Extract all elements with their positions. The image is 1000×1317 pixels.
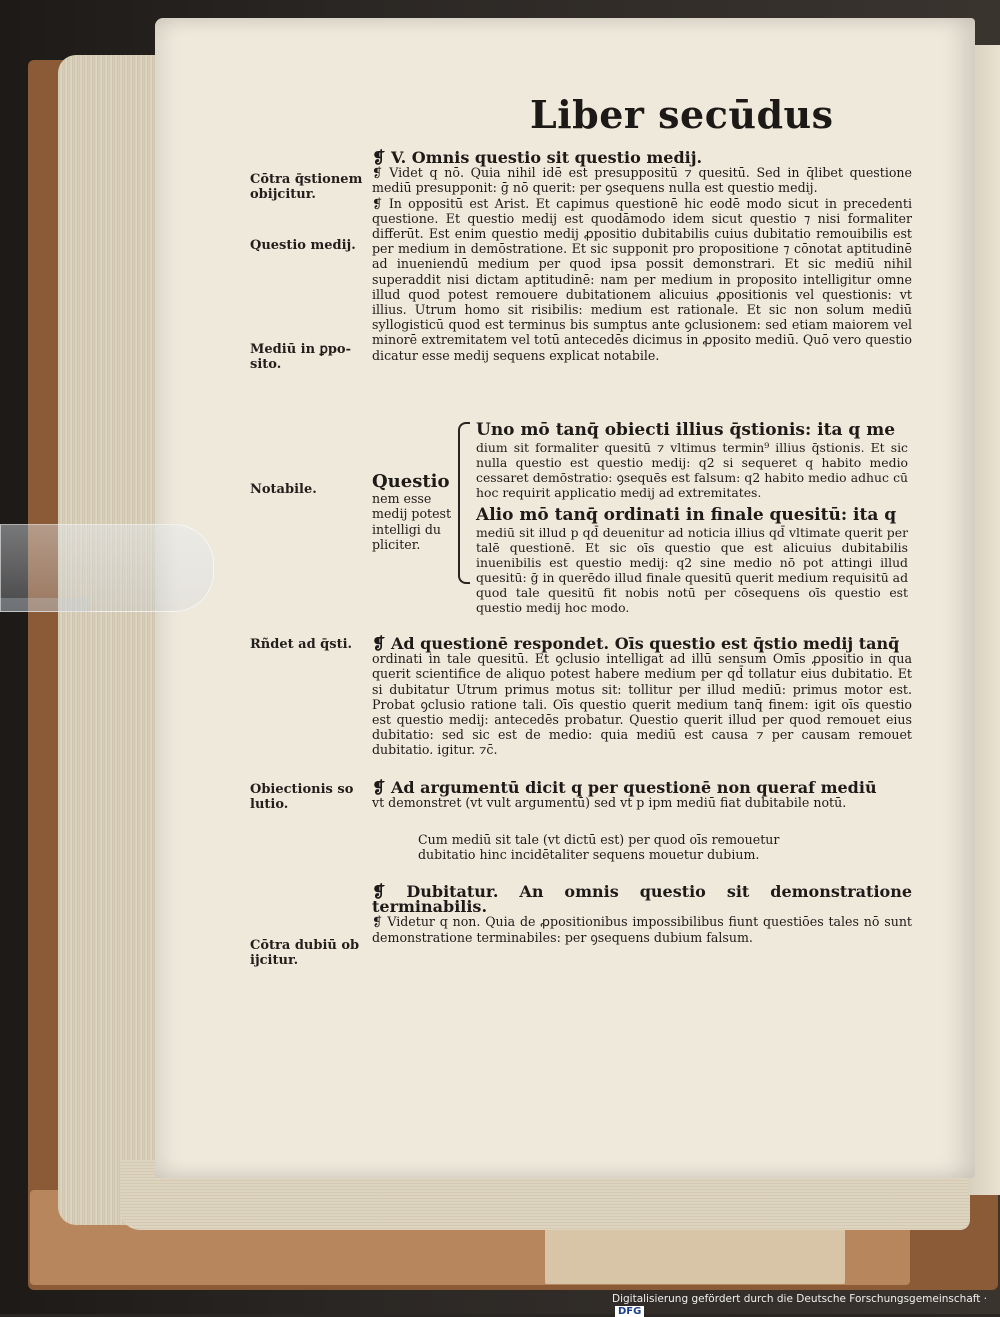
section-3-body: vt demonstret (vt vult argumentū) sed vt p ipm mediū fiat dubitabile notū. (372, 795, 847, 811)
margin-note-4: Notabile. (250, 482, 317, 497)
section-4 (372, 884, 912, 945)
brace-label-cap: Questio (372, 471, 450, 492)
brace-item-1-body: dium sit formaliter quesitū ⁊ vltimus termin⁹ illius q̄stionis. Et sic nulla questio est questio medij: q2 si sequeret q habito medio cessaret demōstratio: ꝯsequēs est falsum: q2 habito medio adhuc cū hoc requirit applicatio medij ad extremitates. (476, 440, 908, 500)
margin-note-5: Rñdet ad q̄sti. (250, 637, 353, 652)
section-2-title: ❡ Ad questionē respondet. Oīs questio est q̄stio medij tanq̄ (372, 634, 900, 653)
credit-text: Digitalisierung gefördert durch die Deutsche Forschungsgemeinschaft · (612, 1293, 988, 1305)
spine-leather (545, 1222, 845, 1284)
brace-item-1 (476, 420, 908, 500)
section-2 (372, 636, 912, 758)
margin-note-1: Cōtra q̄stionem obijcitur. (250, 172, 363, 202)
section-1-title: ❡ V. Omnis questio sit questio medij. (372, 148, 703, 167)
section-4-title: ❡ Dubitatur. An omnis questio sit demonstratione terminabilis. (372, 882, 912, 917)
section-4-body: ❡ Videtur q non. Quia de ꝓpositionibus impossibilibus fiunt questiōes tales nō sunt demonstratione terminabiles: per ꝯsequens dubium falsum. (372, 914, 912, 945)
margin-note-6: Obiectionis so lutio. (250, 782, 354, 812)
brace-label (372, 471, 462, 553)
brace-label-rest: nem esse medij potest intelligi du pliciter. (372, 490, 452, 553)
digitization-credit (612, 1293, 1000, 1317)
transition-note: Cum mediū sit tale (vt dictū est) per quod oīs remouetur dubitatio hinc incidētaliter sequens mouetur dubium. (418, 832, 780, 863)
section-1-para-2: ❡ In oppositū est Arist. Et capimus questionē hic eodē modo sicut in precedenti questione. Et questio medij est quodāmodo idem sicut questio ⁊ nisi formaliter differūt. Est enim questio medij ꝓpositio dubitabilis cuius dubitatio remouibilis est per medium in demōstratione. Et sic supponit pro propositione ⁊ cōnotat aptitudinē ad inueniendū medium per quod ipsa possit demonstrari. Et sic mediū nihil superaddit nisi dictam aptitudinē: nam per medium in proposito intelligitur omne illud quod potest remouere dubitationem alicuius ꝓpositionis vel questionis: vt illius. Utrum homo sit risibilis: medium est rationale. Et sic non solum mediū syllogisticū quod est terminus bis sumptus ante ꝯclusionem: sed etiam maiorem vel minorē extremitatem vel totū antecedēs dicimus in ꝓposito mediū. Quō vero questio dicatur esse medij sequens explicat notabile. (372, 195, 912, 363)
brace-item-2-head: Alio mō tanq̄ ordinati in finale quesitū: ita q (476, 505, 897, 525)
margin-note-7: Cōtra dubiū ob ijcitur. (250, 938, 360, 968)
page-clip-stem (0, 598, 90, 612)
brace-item-2 (476, 505, 908, 615)
dfg-logo: DFG (615, 1306, 644, 1317)
section-3 (372, 780, 912, 810)
page-heading: Liber secūdus (530, 92, 834, 137)
section-3-title: ❡ Ad argumentū dicit q per questionē non queraf mediū (372, 778, 877, 797)
section-2-body: ordinati in tale quesitū. Et ꝯclusio intelligat ad illū sensum Omīs ꝓpositio in qua querit scientifice de aliquo potest habere medium per qd̄ tollatur eius dubitatio. Et si dubitatur Utrum primus motus sit: tollitur per illud mediū: primus motor est. Probat ꝯclusio ratione tali. Oīs questio querit medium tanq̄ finem: igit oīs questio est questio medij: antecedēs probatur. Questio querit illud per quod remouet eius dubitatio: sed sic est de medio: quia mediū est causa ⁊ per causam remouet dubitatio. igitur. ⁊c̄. (372, 651, 912, 758)
brace-item-1-head: Uno mō tanq̄ obiecti illius q̄stionis: ita q me (476, 420, 896, 440)
margin-note-2: Questio medij. (250, 238, 356, 253)
margin-note-3: Mediū in ꝑpo- sito. (250, 342, 351, 372)
brace-bracket (458, 422, 470, 584)
section-1 (372, 150, 912, 363)
section-1-para-1: ❡ Videt q nō. Quia nihil idē est presuppositū ⁊ quesitū. Sed in q̄libet questione mediū presupponit: ḡ nō querit: per ꝯsequens nulla est questio medij. (372, 165, 912, 196)
brace-item-2-body: mediū sit illud p qd̄ deuenitur ad noticia illius qd̄ vltimate querit per talē questionē. Et sic oīs questio que est alicuius dubitabilis inuenibilis est questio medij: q2 sine medio nō pot attingi illud quesitū: ḡ in querēdo illud finale quesitū querit medium requisitū ad quod tale quesitū fit nobis notū per cōsequens oīs questio est questio medij hoc modo. (476, 525, 908, 615)
